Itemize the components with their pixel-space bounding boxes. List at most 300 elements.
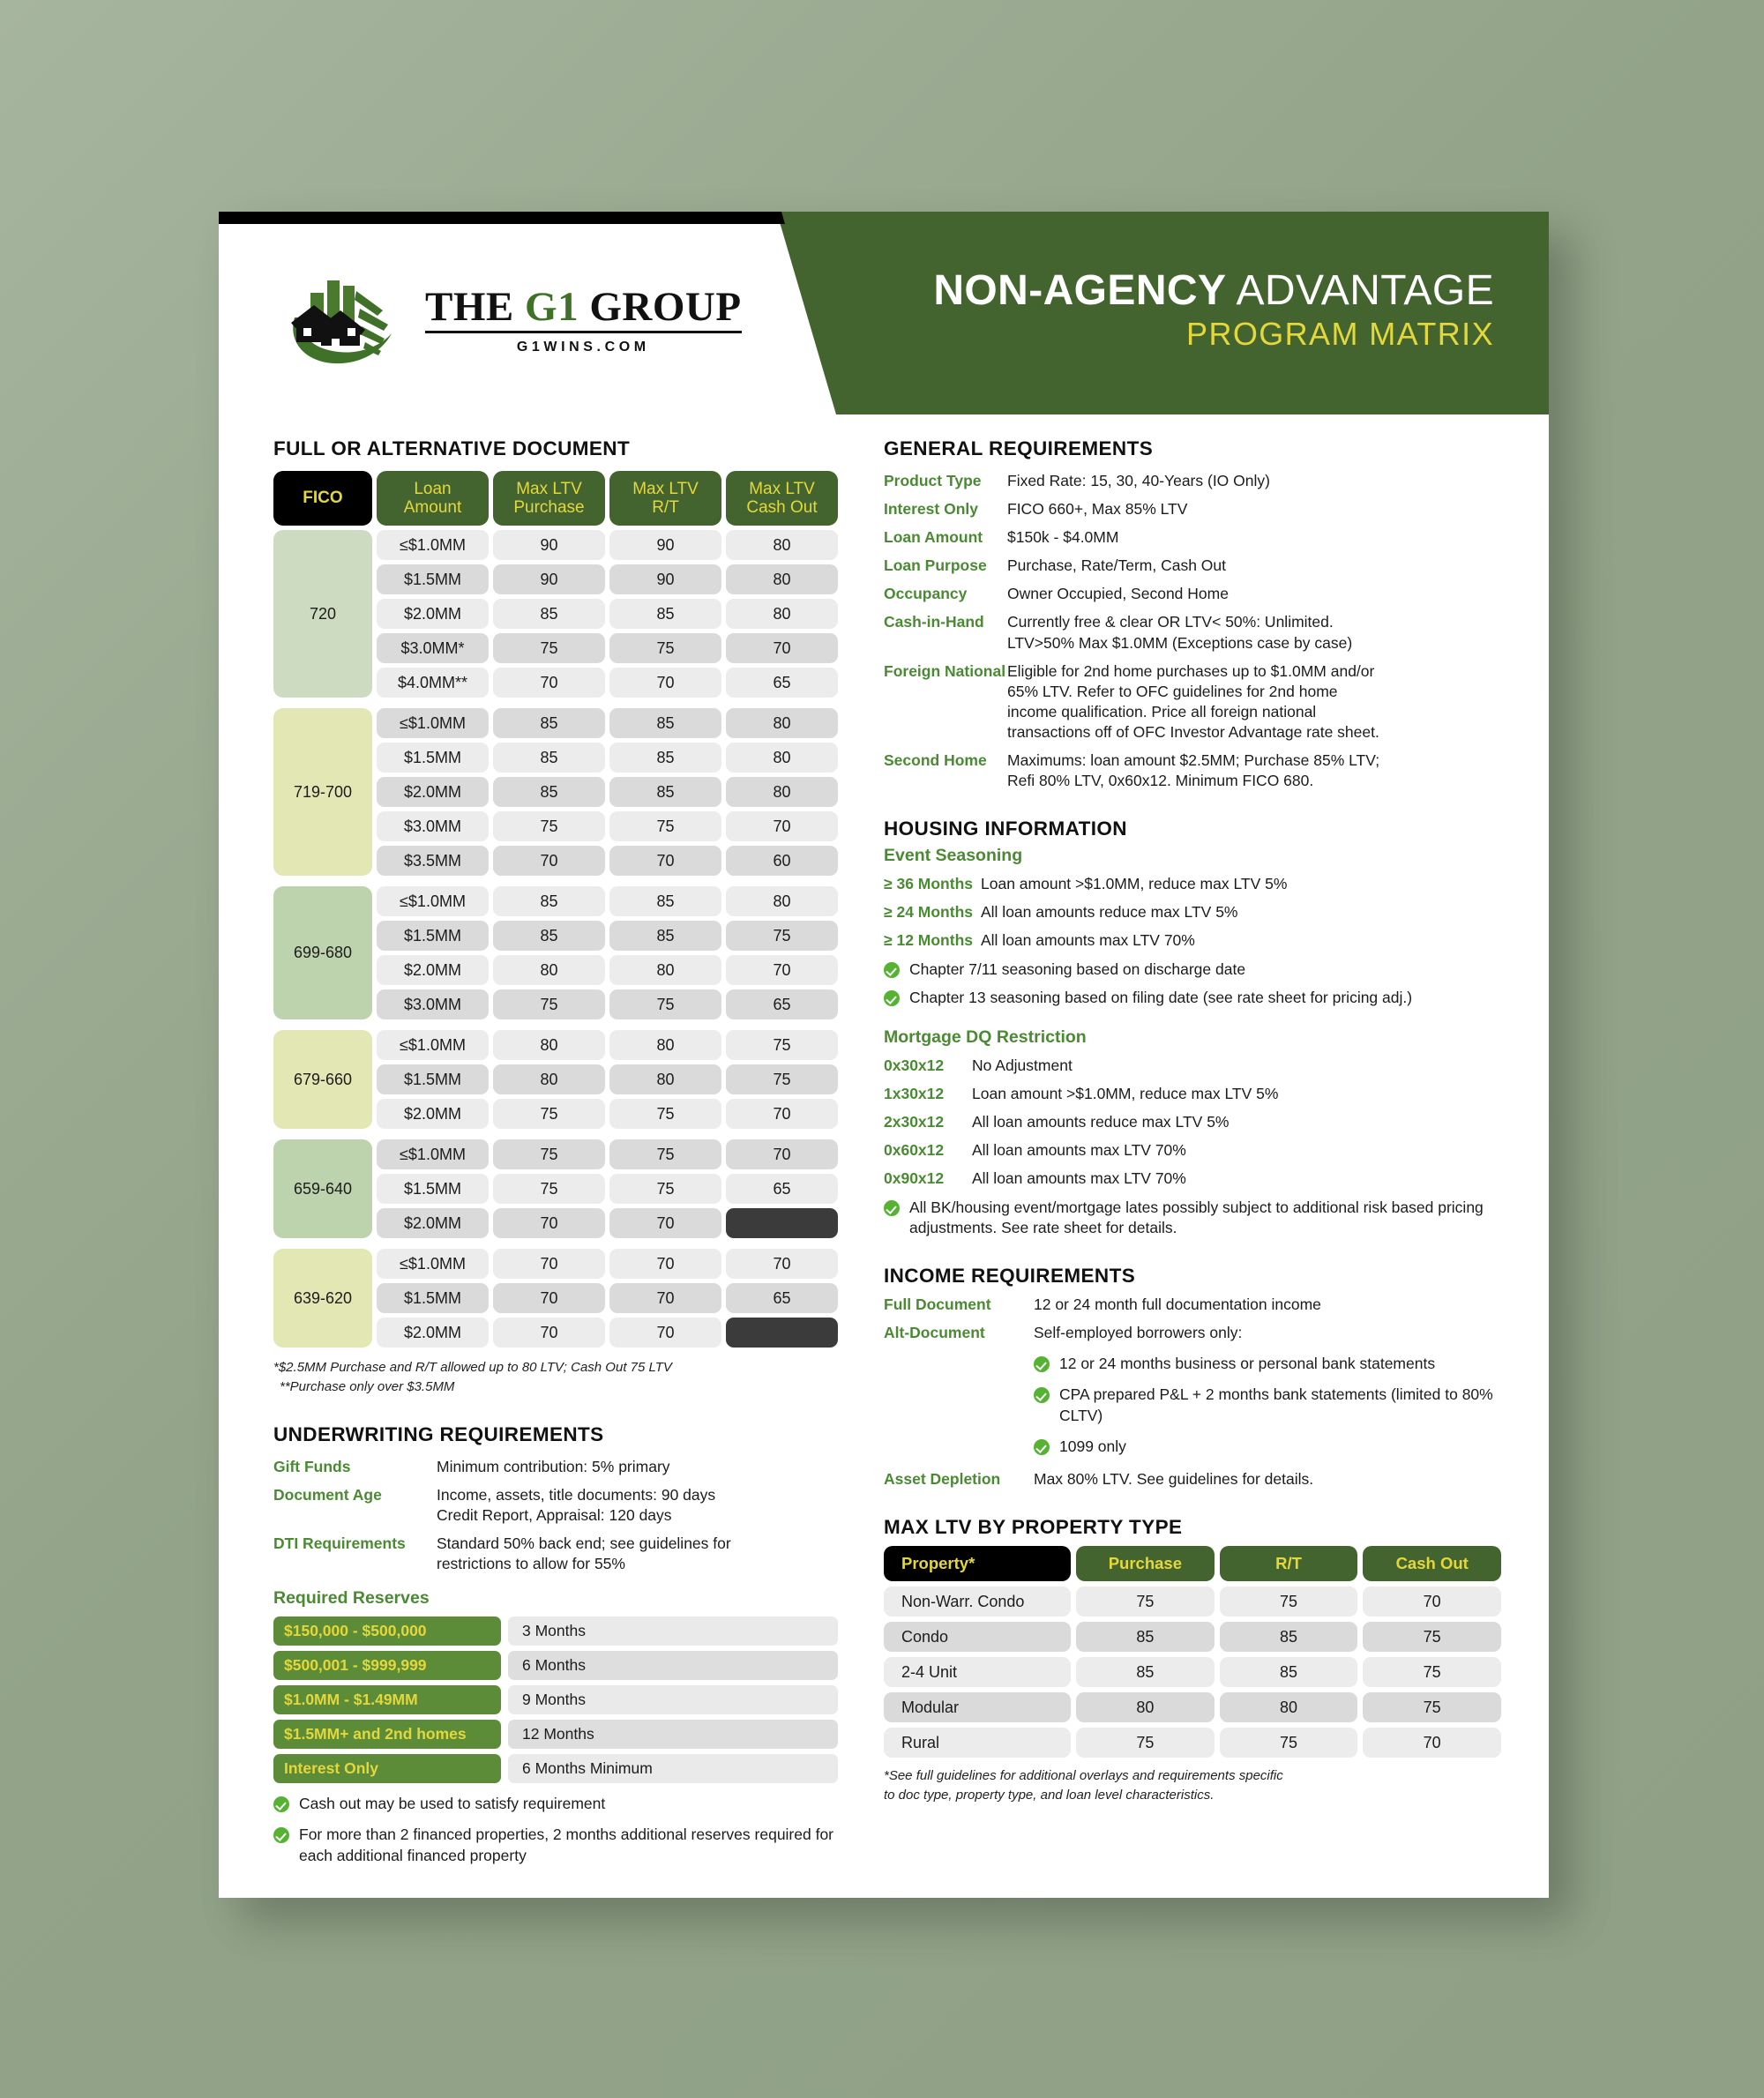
definition-value: Maximums: loan amount $2.5MM; Purchase 85% LTV; Refi 80% LTV, 0x60x12. Minimum FICO 680. [1007,751,1380,790]
definition-row [884,499,1501,519]
table-cell-loan-amount: $1.5MM [377,1064,489,1094]
table-cell-purchase: 75 [493,1174,605,1204]
definition-key: ≥ 12 Months [884,931,974,950]
reserves-notes [273,1794,838,1866]
matrix-sheet [219,212,1549,1898]
matrix-col-max-ltv-cashout: Max LTV Cash Out [726,471,838,526]
check-item [273,1794,838,1814]
definition-row [884,556,1501,576]
definition-row [884,471,1501,491]
fico-ltv-matrix [273,471,838,1348]
definition-row [273,1534,838,1574]
definition-key: ≥ 24 Months [884,903,974,922]
reserve-range: $150,000 - $500,000 [273,1616,501,1646]
check-item [884,959,1501,980]
table-cell-cashout: 70 [726,811,838,841]
table-cell-rt: 85 [609,743,721,773]
definition-row [884,1469,1501,1490]
table-cell-loan-amount: $1.5MM [377,1174,489,1204]
table-cell-cashout: 80 [726,530,838,560]
definition-row [273,1485,838,1526]
reserve-months: 9 Months [508,1685,838,1714]
check-item [273,1825,838,1866]
definition-row [884,1084,1501,1104]
table-cell-cashout: 75 [1363,1622,1501,1652]
definition-key: Full Document [884,1295,991,1314]
reserve-range: $500,001 - $999,999 [273,1651,501,1680]
table-cell-purchase: 85 [493,708,605,738]
company-logo [279,266,742,370]
definition-row [884,750,1501,791]
table-row [377,921,838,951]
definition-value: No Adjustment [972,1056,1073,1075]
table-cell-rt: 70 [609,1283,721,1313]
table-cell-rt: 85 [1220,1657,1358,1687]
table-row [377,1318,838,1348]
table-cell-purchase: 80 [1076,1692,1215,1722]
section-title-general: GENERAL REQUIREMENTS [884,437,1154,459]
table-cell-purchase: 75 [1076,1728,1215,1758]
table-cell-cashout: 80 [726,599,838,629]
table-cell-cashout: 70 [1363,1587,1501,1616]
check-circle-icon [1034,1356,1050,1372]
reserve-range: Interest Only [273,1754,501,1783]
definition-value: Self-employed borrowers only: [1034,1324,1243,1342]
definition-row [884,1056,1501,1076]
property-col-cashout: Cash Out [1363,1546,1501,1581]
table-cell-purchase: 85 [493,743,605,773]
mortgage-dq-list [884,1056,1501,1189]
check-item-text: 12 or 24 months business or personal bank statements [1059,1355,1436,1373]
table-cell-loan-amount: ≤$1.0MM [377,530,489,560]
reserve-months: 6 Months [508,1651,838,1680]
definition-row [884,874,1501,894]
table-cell-purchase: 85 [1076,1622,1215,1652]
check-circle-icon [884,990,900,1006]
fico-band-label: 659-640 [273,1139,372,1238]
table-cell-loan-amount: $3.0MM [377,989,489,1019]
definition-key: 1x30x12 [884,1085,945,1103]
table-cell-rt: 75 [1220,1728,1358,1758]
definition-key: Gift Funds [273,1457,351,1475]
table-cell-purchase: 70 [493,1208,605,1238]
definition-value: FICO 660+, Max 85% LTV [1007,500,1188,519]
definition-key: Foreign National [884,661,1006,680]
reserve-row [273,1720,838,1749]
check-circle-icon [1034,1439,1050,1455]
table-cell-loan-amount: $1.5MM [377,743,489,773]
income-bullets [884,1354,1501,1457]
definition-row [884,661,1501,743]
subhead-event-seasoning: Event Seasoning [884,846,1023,866]
reserve-months: 6 Months Minimum [508,1754,838,1783]
table-cell-purchase: 85 [493,777,605,807]
definition-key: ≥ 36 Months [884,875,974,893]
reserve-row [273,1754,838,1783]
table-row [884,1657,1501,1687]
table-row [377,1174,838,1204]
table-row [377,1064,838,1094]
check-item [884,1198,1501,1239]
table-cell-rt: 75 [609,811,721,841]
reserve-row [273,1616,838,1646]
table-row [377,846,838,876]
definition-key: Alt-Document [884,1324,985,1342]
table-cell-rt: 70 [609,668,721,698]
table-cell-loan-amount: $4.0MM** [377,668,489,698]
table-cell-purchase: 85 [493,886,605,916]
definition-row [884,584,1501,604]
table-cell-cashout: 75 [726,921,838,951]
table-cell-rt: 75 [609,633,721,663]
table-row [377,1249,838,1279]
definition-row [884,902,1501,922]
table-cell-rt: 70 [609,1249,721,1279]
definition-value: Eligible for 2nd home purchases up to $1.0MM and/or 65% LTV. Refer to OFC guidelines for 2nd home income qualification. Price all foreign national transactions off of OFC Investor Advantage rate sheet. [1007,661,1379,741]
underwriting-list [273,1457,838,1574]
subhead-mortgage-dq: Mortgage DQ Restriction [884,1027,1087,1048]
check-item-text: 1099 only [1059,1437,1126,1456]
table-row [377,1139,838,1169]
table-cell-purchase: 75 [493,1099,605,1129]
table-cell-rt: 75 [609,989,721,1019]
table-row [377,599,838,629]
table-cell-property: Modular [884,1692,1071,1722]
table-cell-cashout: 75 [1363,1657,1501,1687]
definition-key: 0x60x12 [884,1141,945,1160]
table-cell-purchase: 75 [1076,1587,1215,1616]
table-cell-rt: 80 [1220,1692,1358,1722]
matrix-footnote-2: **Purchase only over $3.5MM [280,1378,455,1394]
definition-value: 12 or 24 month full documentation income [1034,1295,1321,1314]
table-cell-cashout: 70 [726,1139,838,1169]
table-cell-loan-amount: $2.0MM [377,1318,489,1348]
definition-row [273,1457,838,1477]
table-row [884,1692,1501,1722]
table-row [377,955,838,985]
table-cell-loan-amount: ≤$1.0MM [377,708,489,738]
income-requirements-list [884,1295,1501,1343]
table-cell-loan-amount: $1.5MM [377,1283,489,1313]
check-circle-icon [273,1827,289,1843]
table-row [884,1587,1501,1616]
reserve-range: $1.0MM - $1.49MM [273,1685,501,1714]
check-circle-icon [884,1200,900,1216]
check-item [1034,1437,1501,1457]
table-cell-loan-amount: ≤$1.0MM [377,1030,489,1060]
fico-band [273,1030,838,1129]
table-cell-loan-amount: ≤$1.0MM [377,1249,489,1279]
reserve-months: 3 Months [508,1616,838,1646]
section-title-underwriting: UNDERWRITING REQUIREMENTS [273,1422,604,1445]
property-col-purchase: Purchase [1076,1546,1215,1581]
table-row [884,1728,1501,1758]
logo-divider [425,331,742,333]
definition-key: Loan Amount [884,528,983,547]
check-item-text: For more than 2 financed properties, 2 months additional reserves required for each additional financed property [299,1825,834,1864]
table-row [377,777,838,807]
definition-value: $150k - $4.0MM [1007,528,1119,547]
definition-value: All loan amounts max LTV 70% [981,931,1195,950]
fico-band [273,1249,838,1348]
definition-value: All loan amounts max LTV 70% [972,1141,1186,1160]
table-cell-rt: 85 [609,777,721,807]
table-cell-purchase: 80 [493,955,605,985]
reserve-months: 12 Months [508,1720,838,1749]
check-item-text: CPA prepared P&L + 2 months bank statements (limited to 80% CLTV) [1059,1385,1493,1424]
definition-key: Cash-in-Hand [884,613,984,631]
table-cell-purchase: 85 [493,921,605,951]
subhead-required-reserves: Required Reserves [273,1587,430,1608]
table-cell-loan-amount: ≤$1.0MM [377,886,489,916]
table-cell-cashout: 65 [726,1283,838,1313]
table-cell-cashout: 80 [726,708,838,738]
table-row [377,1099,838,1129]
definition-key: Interest Only [884,500,978,519]
table-cell-rt: 75 [609,1139,721,1169]
check-circle-icon [1034,1387,1050,1403]
table-cell-property: Condo [884,1622,1071,1652]
table-cell-loan-amount: $1.5MM [377,921,489,951]
definition-key: Document Age [273,1485,382,1504]
table-cell-purchase: 80 [493,1030,605,1060]
program-subtitle: PROGRAM MATRIX [1186,315,1494,352]
table-cell-cashout: 70 [1363,1728,1501,1758]
property-footnote: *See full guidelines for additional overlays and requirements specific to doc type, property type, and loan level characteristics. [884,1768,1283,1803]
definition-key: Second Home [884,751,987,770]
header-title-block [933,268,1494,353]
definition-value: Loan amount >$1.0MM, reduce max LTV 5% [981,875,1288,893]
table-cell-rt: 75 [609,1174,721,1204]
table-cell-purchase: 70 [493,846,605,876]
table-cell-loan-amount: $2.0MM [377,599,489,629]
table-row [377,708,838,738]
table-cell-loan-amount: $3.5MM [377,846,489,876]
table-cell-cashout: 70 [726,955,838,985]
table-cell-cashout: 80 [726,886,838,916]
table-row [377,989,838,1019]
table-cell-loan-amount: $2.0MM [377,777,489,807]
check-item [884,988,1501,1008]
table-cell-rt: 75 [609,1099,721,1129]
table-cell-loan-amount: $1.5MM [377,564,489,594]
right-column [884,437,1501,1866]
reserve-range: $1.5MM+ and 2nd homes [273,1720,501,1749]
table-cell-purchase: 75 [493,989,605,1019]
event-seasoning-list [884,874,1501,951]
mortgage-dq-notes [884,1198,1501,1239]
check-item [1034,1354,1501,1374]
table-cell-loan-amount: $3.0MM* [377,633,489,663]
check-item-text: Chapter 13 seasoning based on filing date (see rate sheet for pricing adj.) [909,988,1413,1006]
table-cell-rt: 80 [609,1030,721,1060]
definition-value: Max 80% LTV. See guidelines for details. [1034,1470,1314,1489]
table-cell-purchase: 85 [1076,1657,1215,1687]
definition-value: All loan amounts reduce max LTV 5% [972,1113,1230,1131]
table-cell-cashout: 70 [726,1099,838,1129]
fico-band-label: 719-700 [273,708,372,876]
table-cell-rt: 85 [1220,1622,1358,1652]
definition-row [884,1168,1501,1189]
fico-band-label: 679-660 [273,1030,372,1129]
table-row [377,743,838,773]
table-cell-cashout: 75 [1363,1692,1501,1722]
table-cell-cashout: 65 [726,668,838,698]
fico-band-label: 699-680 [273,886,372,1019]
section-title-full-alt-doc: FULL OR ALTERNATIVE DOCUMENT [273,437,631,459]
property-col-property: Property* [884,1546,1071,1581]
table-cell-cashout: 65 [726,1174,838,1204]
table-cell-purchase: 90 [493,530,605,560]
program-title: NON-AGENCY ADVANTAGE [933,267,1494,314]
definition-key: Asset Depletion [884,1470,1001,1489]
matrix-col-max-ltv-rt: Max LTV R/T [609,471,721,526]
definition-row [884,1140,1501,1161]
table-row [377,668,838,698]
matrix-col-fico: FICO [273,471,372,526]
left-column [273,437,838,1866]
definition-value: Purchase, Rate/Term, Cash Out [1007,556,1227,575]
reserves-table [273,1616,838,1783]
fico-band-label: 720 [273,530,372,698]
table-row [377,811,838,841]
table-cell-cashout: 80 [726,743,838,773]
table-row [377,1283,838,1313]
table-cell-loan-amount: $3.0MM [377,811,489,841]
table-cell-property: Non-Warr. Condo [884,1587,1071,1616]
table-cell-purchase: 70 [493,1283,605,1313]
matrix-footnotes [273,1358,838,1397]
definition-value: Income, assets, title documents: 90 days Credit Report, Appraisal: 120 days [437,1485,716,1524]
definition-key: DTI Requirements [273,1534,406,1552]
table-cell-rt: 75 [1220,1587,1358,1616]
table-cell-cashout: 60 [726,846,838,876]
definition-key: Occupancy [884,585,968,603]
table-cell-cashout [726,1318,838,1348]
table-cell-cashout: 75 [726,1064,838,1094]
table-cell-cashout: 80 [726,777,838,807]
matrix-header-row [273,471,838,526]
section-title-housing: HOUSING INFORMATION [884,818,1127,840]
reserve-row [273,1685,838,1714]
fico-band [273,886,838,1019]
matrix-footnote-1: *$2.5MM Purchase and R/T allowed up to 80 LTV; Cash Out 75 LTV [273,1360,672,1375]
table-cell-rt: 80 [609,955,721,985]
definition-row [884,527,1501,548]
reserve-row [273,1651,838,1680]
table-cell-rt: 90 [609,530,721,560]
matrix-col-max-ltv-purchase: Max LTV Purchase [493,471,605,526]
table-cell-purchase: 70 [493,1249,605,1279]
table-cell-property: Rural [884,1728,1071,1758]
fico-band [273,708,838,876]
section-title-income: INCOME REQUIREMENTS [884,1265,1136,1288]
definition-key: 2x30x12 [884,1113,945,1131]
check-circle-icon [884,962,900,978]
definition-value: Owner Occupied, Second Home [1007,585,1229,603]
definition-row [884,612,1501,653]
fico-band [273,530,838,698]
definition-value: Loan amount >$1.0MM, reduce max LTV 5% [972,1085,1279,1103]
table-cell-purchase: 70 [493,668,605,698]
matrix-col-loan-amount: Loan Amount [377,471,489,526]
logo-title: THE G1 GROUP [425,283,742,330]
property-header-row [884,1546,1501,1581]
section-title-property: MAX LTV BY PROPERTY TYPE [884,1516,1183,1539]
table-row [377,1030,838,1060]
check-item-text: Cash out may be used to satisfy requirement [299,1794,606,1812]
logo-website: G1WINS.COM [516,340,650,355]
definition-value: All loan amounts reduce max LTV 5% [981,903,1238,922]
table-cell-cashout: 70 [726,1249,838,1279]
definition-row [884,930,1501,951]
event-seasoning-notes [884,959,1501,1009]
property-ltv-table [884,1546,1501,1758]
logo-wordmark [425,281,742,356]
check-circle-icon [273,1796,289,1812]
definition-value: Currently free & clear OR LTV< 50%: Unlimited. LTV>50% Max $1.0MM (Exceptions case by case) [1007,613,1353,652]
table-cell-rt: 85 [609,886,721,916]
table-row [884,1622,1501,1652]
table-cell-rt: 85 [609,921,721,951]
table-cell-rt: 70 [609,1318,721,1348]
definition-row [884,1112,1501,1132]
table-cell-loan-amount: ≤$1.0MM [377,1139,489,1169]
definition-row [884,1295,1501,1315]
property-col-rt: R/T [1220,1546,1358,1581]
definition-key: 0x90x12 [884,1169,945,1188]
definition-value: Standard 50% back end; see guidelines for restrictions to allow for 55% [437,1534,731,1572]
table-row [377,564,838,594]
table-cell-purchase: 80 [493,1064,605,1094]
table-cell-cashout: 75 [726,1030,838,1060]
table-cell-cashout: 70 [726,633,838,663]
general-requirements-list [884,471,1501,791]
table-row [377,886,838,916]
definition-key: Product Type [884,472,982,489]
check-item-text: All BK/housing event/mortgage lates possibly subject to additional risk based pricing adjustments. See rate sheet for details. [909,1198,1484,1236]
definition-value: Minimum contribution: 5% primary [437,1457,670,1475]
table-cell-purchase: 90 [493,564,605,594]
check-item-text: Chapter 7/11 seasoning based on discharge date [909,959,1246,978]
table-cell-cashout: 65 [726,989,838,1019]
asset-depletion-row [884,1469,1501,1490]
fico-band [273,1139,838,1238]
table-cell-loan-amount: $2.0MM [377,955,489,985]
table-row [377,530,838,560]
table-cell-loan-amount: $2.0MM [377,1099,489,1129]
table-cell-purchase: 70 [493,1318,605,1348]
table-cell-purchase: 75 [493,1139,605,1169]
table-cell-rt: 85 [609,599,721,629]
definition-key: Loan Purpose [884,556,987,575]
table-cell-rt: 80 [609,1064,721,1094]
table-cell-rt: 70 [609,1208,721,1238]
fico-band-label: 639-620 [273,1249,372,1348]
table-cell-rt: 85 [609,708,721,738]
table-cell-purchase: 85 [493,599,605,629]
table-cell-loan-amount: $2.0MM [377,1208,489,1238]
page-header [219,212,1549,414]
header-black-stripe [219,212,785,224]
table-cell-purchase: 75 [493,811,605,841]
definition-key: 0x30x12 [884,1056,945,1075]
definition-value: Fixed Rate: 15, 30, 40-Years (IO Only) [1007,472,1270,489]
table-row [377,633,838,663]
table-cell-property: 2-4 Unit [884,1657,1071,1687]
check-item [1034,1385,1501,1426]
g1-group-logo-icon [279,266,411,370]
